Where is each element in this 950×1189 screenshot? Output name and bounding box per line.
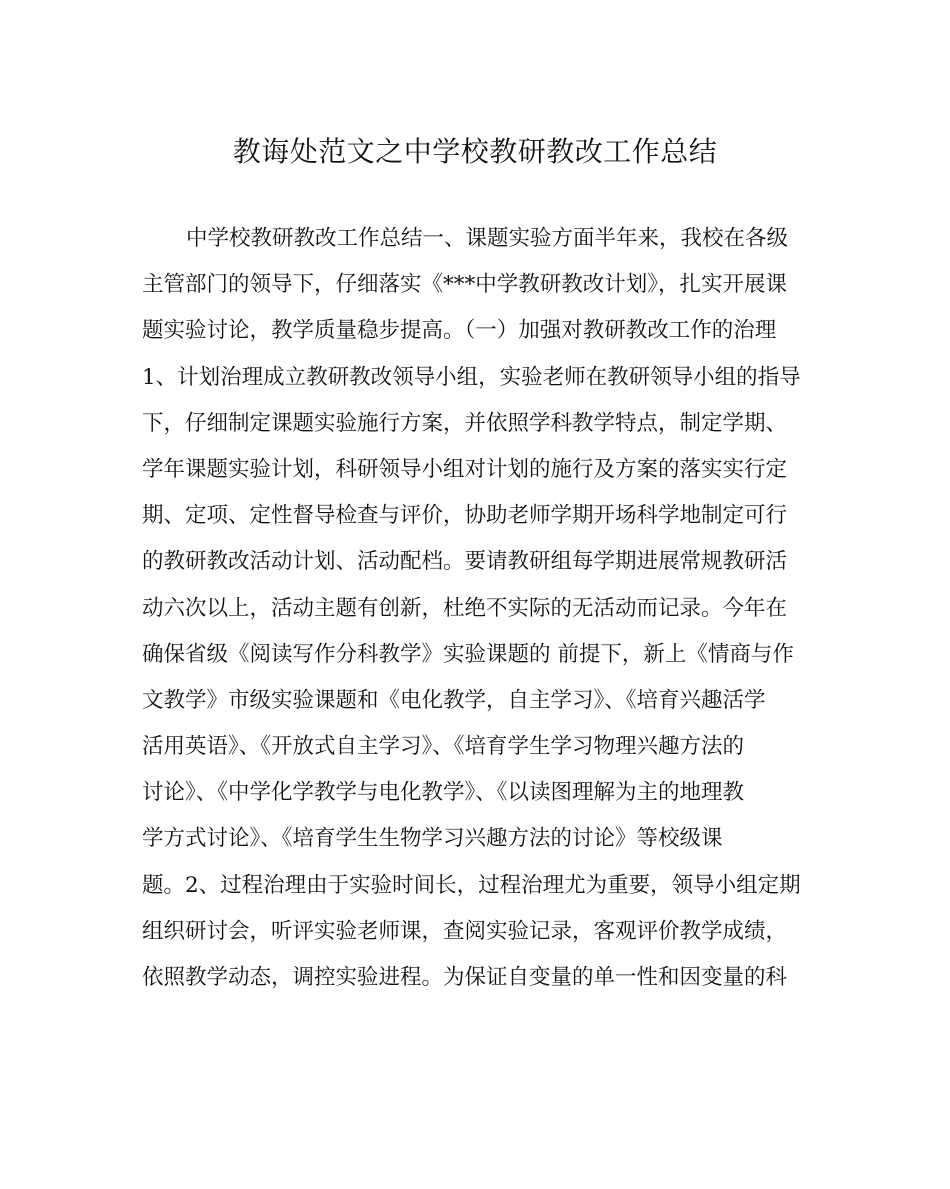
body-line-2: 主管部门的领导下，仔细落实《***中学教研教改计划》，扎实开展课 xyxy=(142,272,788,298)
body-line-4: 1、计划治理成立教研教改领导小组，实验老师在教研领导小组的指导 xyxy=(142,364,801,390)
body-line-10: 确保省级《阅读写作分科教学》实验课题的 前提下，新上《情商与作 xyxy=(142,641,794,667)
document-title: 教诲处范文之中学校教研教改工作总结 xyxy=(232,135,718,168)
body-line-17: 依照教学动态，调控实验进程。为保证自变量的单一性和因变量的科 xyxy=(142,965,788,990)
body-line-1: 中学校教研教改工作总结一、课题实验方面半年来，我校在各级 xyxy=(186,226,789,251)
body-line-8: 的教研教改活动计划、活动配档。要请教研组每学期进展常规教研活 xyxy=(142,549,788,575)
body-line-12: 活用英语》、《开放式自主学习》、《培育学生学习物理兴趣方法的 xyxy=(142,734,745,760)
body-line-6: 学年课题实验计划，科研领导小组对计划的施行及方案的落实实行定 xyxy=(142,456,788,482)
body-line-9: 动六次以上，活动主题有创新，杜绝不实际的无活动而记录。今年在 xyxy=(142,595,788,621)
document-body xyxy=(142,216,822,1001)
body-line-11: 文教学》市级实验课题和《电化教学，自主学习》、《培育兴趣活学 xyxy=(142,687,766,713)
body-line-13: 讨论》、《中学化学教学与电化教学》、《以读图理解为主的地理教 xyxy=(142,780,745,806)
body-line-5: 下，仔细制定课题实验施行方案，并依照学科教学特点，制定学期、 xyxy=(142,410,788,436)
body-line-15: 题。2、过程治理由于实验时间长，过程治理尤为重要，领导小组定期 xyxy=(142,872,801,898)
body-line-16: 组织研讨会，听评实验老师课，查阅实验记录，客观评价教学成绩， xyxy=(142,918,788,944)
body-line-14: 学方式讨论》、《培育学生生物学习兴趣方法的讨论》等校级课 xyxy=(142,826,723,852)
body-line-3: 题实验讨论，教学质量稳步提高。（一）加强对教研教改工作的治理 xyxy=(142,318,777,344)
body-line-7: 期、定项、定性督导检查与评价，协助老师学期开场科学地制定可行 xyxy=(142,503,788,529)
